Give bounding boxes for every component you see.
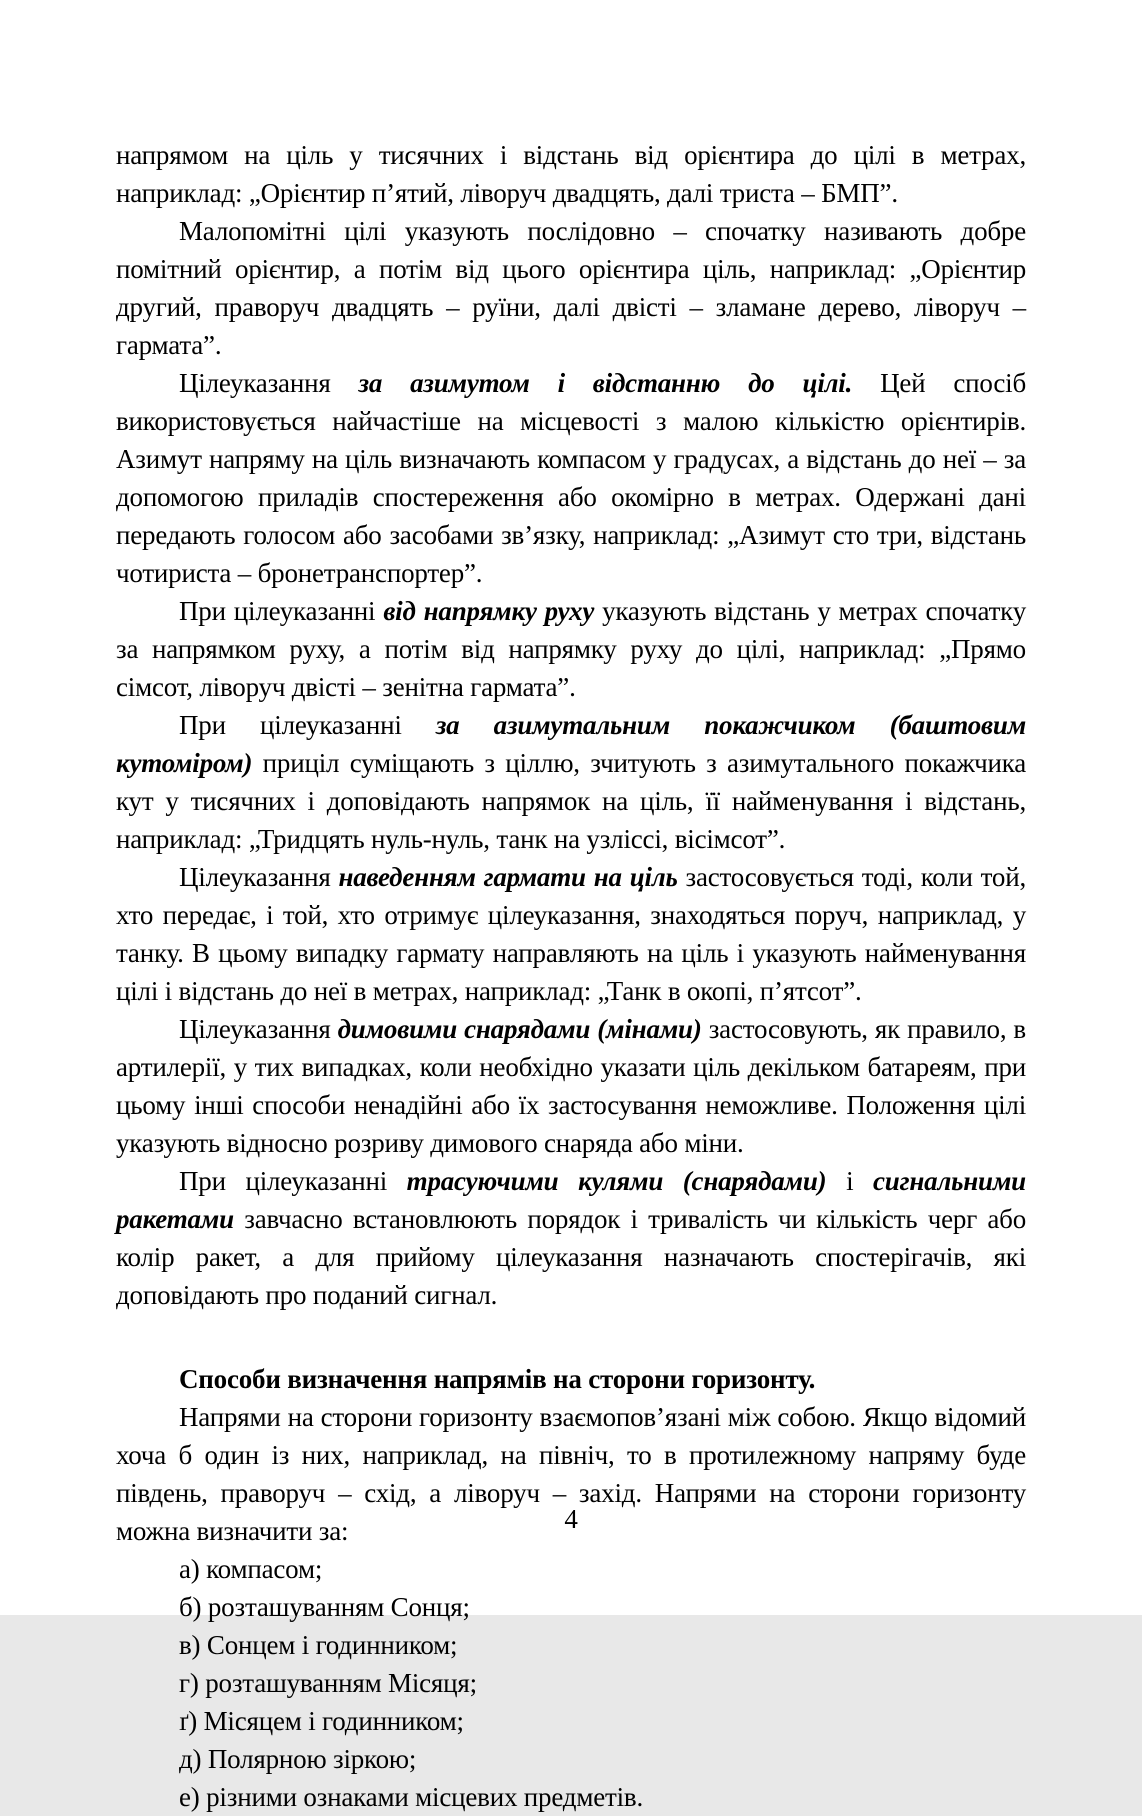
text-run: Способи визначення напрямів на сторони горизонту. [179, 1364, 816, 1394]
paragraph [116, 1162, 1026, 1314]
text-run: При цілеуказанні [179, 1166, 407, 1196]
text-run: При цілеуказанні [179, 596, 384, 626]
text-run: приціл суміщають з ціллю, зчитують з азимутального покажчика кут у тисячних і доповідають напрямок на ціль, її найменування і відстань, наприклад: „Тридцять нуль-нуль, танк на узліссі, вісімсот”. [116, 748, 1026, 854]
emphasized-text: за азимутом і відстанню до цілі. [358, 368, 853, 398]
list-item [116, 1740, 1026, 1778]
text-run: г) розташуванням Місяця; [179, 1668, 477, 1698]
text-run: завчасно встановлюють порядок і тривалість чи кількість черг або колір ракет, а для прийому цілеуказання назначають спостерігачів, які доповідають про поданий сигнал. [116, 1204, 1026, 1310]
text-run: Напрями на сторони горизонту взаємопов’язані між собою. Якщо відомий хоча б один із них, наприклад, на північ, то в протилежному напряму буде південь, праворуч – схід, а ліворуч – захід. Напрями на сторони горизонту можна визначити за: [116, 1402, 1026, 1546]
emphasized-text: за азимутальним покажчиком (баштовим кутоміром) [116, 710, 1026, 778]
text-run: Цілеуказання [179, 368, 359, 398]
text-run: При цілеуказанні [179, 710, 436, 740]
paragraph [116, 212, 1026, 364]
section-heading [116, 1360, 1026, 1398]
text-run: б) розташуванням Сонця; [179, 1592, 470, 1622]
paragraph [116, 1010, 1026, 1162]
emphasized-text: трасуючими кулями (снарядами) [406, 1166, 827, 1196]
text-run: д) Полярною зіркою; [179, 1744, 417, 1774]
text-run: а) компасом; [179, 1554, 323, 1584]
text-run: Цей спосіб використовується найчастіше на місцевості з малою кількістю орієнтирів. Азимут напряму на ціль визначають компасом у градусах, а відстань до неї – за допомогою приладів спостереження або окомірно в метрах. Одержані дані передають голосом або засобами зв’язку, наприклад: „Азимут сто три, відстань чотириста – бронетранспортер”. [116, 368, 1027, 588]
text-run: напрямом на ціль у тисячних і відстань від орієнтира до цілі в метрах, наприклад: „Орієнтир п’ятий, ліворуч двадцять, далі триста – БМП”. [116, 140, 1026, 208]
emphasized-text: від напрямку руху [383, 596, 595, 626]
emphasized-text: сигнальними ракетами [116, 1166, 1026, 1234]
paragraph [116, 706, 1026, 858]
text-run: Цілеуказання [179, 862, 339, 892]
paragraph [116, 364, 1026, 592]
text-run: ґ) Місяцем і годинником; [179, 1706, 464, 1736]
text-run: застосовують, як правило, в артилерії, у тих випадках, коли необхідно указати ціль декільком батареям, при цьому інші способи ненадійні або їх застосування неможливе. Положення цілі указують відносно розриву димового снаряда або міни. [116, 1014, 1026, 1158]
paragraph [116, 858, 1026, 1010]
text-run: і [826, 1166, 874, 1196]
text-run: Цілеуказання [179, 1014, 338, 1044]
page-number: 4 [564, 1504, 578, 1534]
list-item [116, 1664, 1026, 1702]
list-item [116, 1550, 1026, 1588]
paragraph [116, 136, 1026, 212]
text-run: Малопомітні цілі указують послідовно – спочатку називають добре помітний орієнтир, а потім від цього орієнтира ціль, наприклад: „Орієнтир другий, праворуч двадцять – руїни, далі двісті – зламане дерево, ліворуч – гармата”. [116, 216, 1026, 360]
emphasized-text: наведенням гармати на ціль [338, 862, 678, 892]
list-item [116, 1778, 1026, 1816]
list-item [116, 1626, 1026, 1664]
emphasized-text: димовими снарядами (мінами) [337, 1014, 702, 1044]
text-run: указують відстань у метрах спочатку за напрямком руху, а потім від напрямку руху до цілі, наприклад: „Прямо сімсот, ліворуч двісті – зенітна гармата”. [116, 596, 1027, 702]
paragraph [116, 592, 1026, 706]
document-body [116, 136, 1026, 1816]
text-run: в) Сонцем і годинником; [179, 1630, 458, 1660]
text-run: застосовується тоді, коли той, хто передає, і той, хто отримує цілеуказання, знаходяться поруч, наприклад, у танку. В цьому випадку гармату направляють на ціль і указують найменування цілі і відстань до неї в метрах, наприклад: „Танк в окопі, п’ятсот”. [116, 862, 1026, 1006]
text-run: е) різними ознаками місцевих предметів. [179, 1782, 643, 1812]
list-item [116, 1702, 1026, 1740]
list-item [116, 1588, 1026, 1626]
